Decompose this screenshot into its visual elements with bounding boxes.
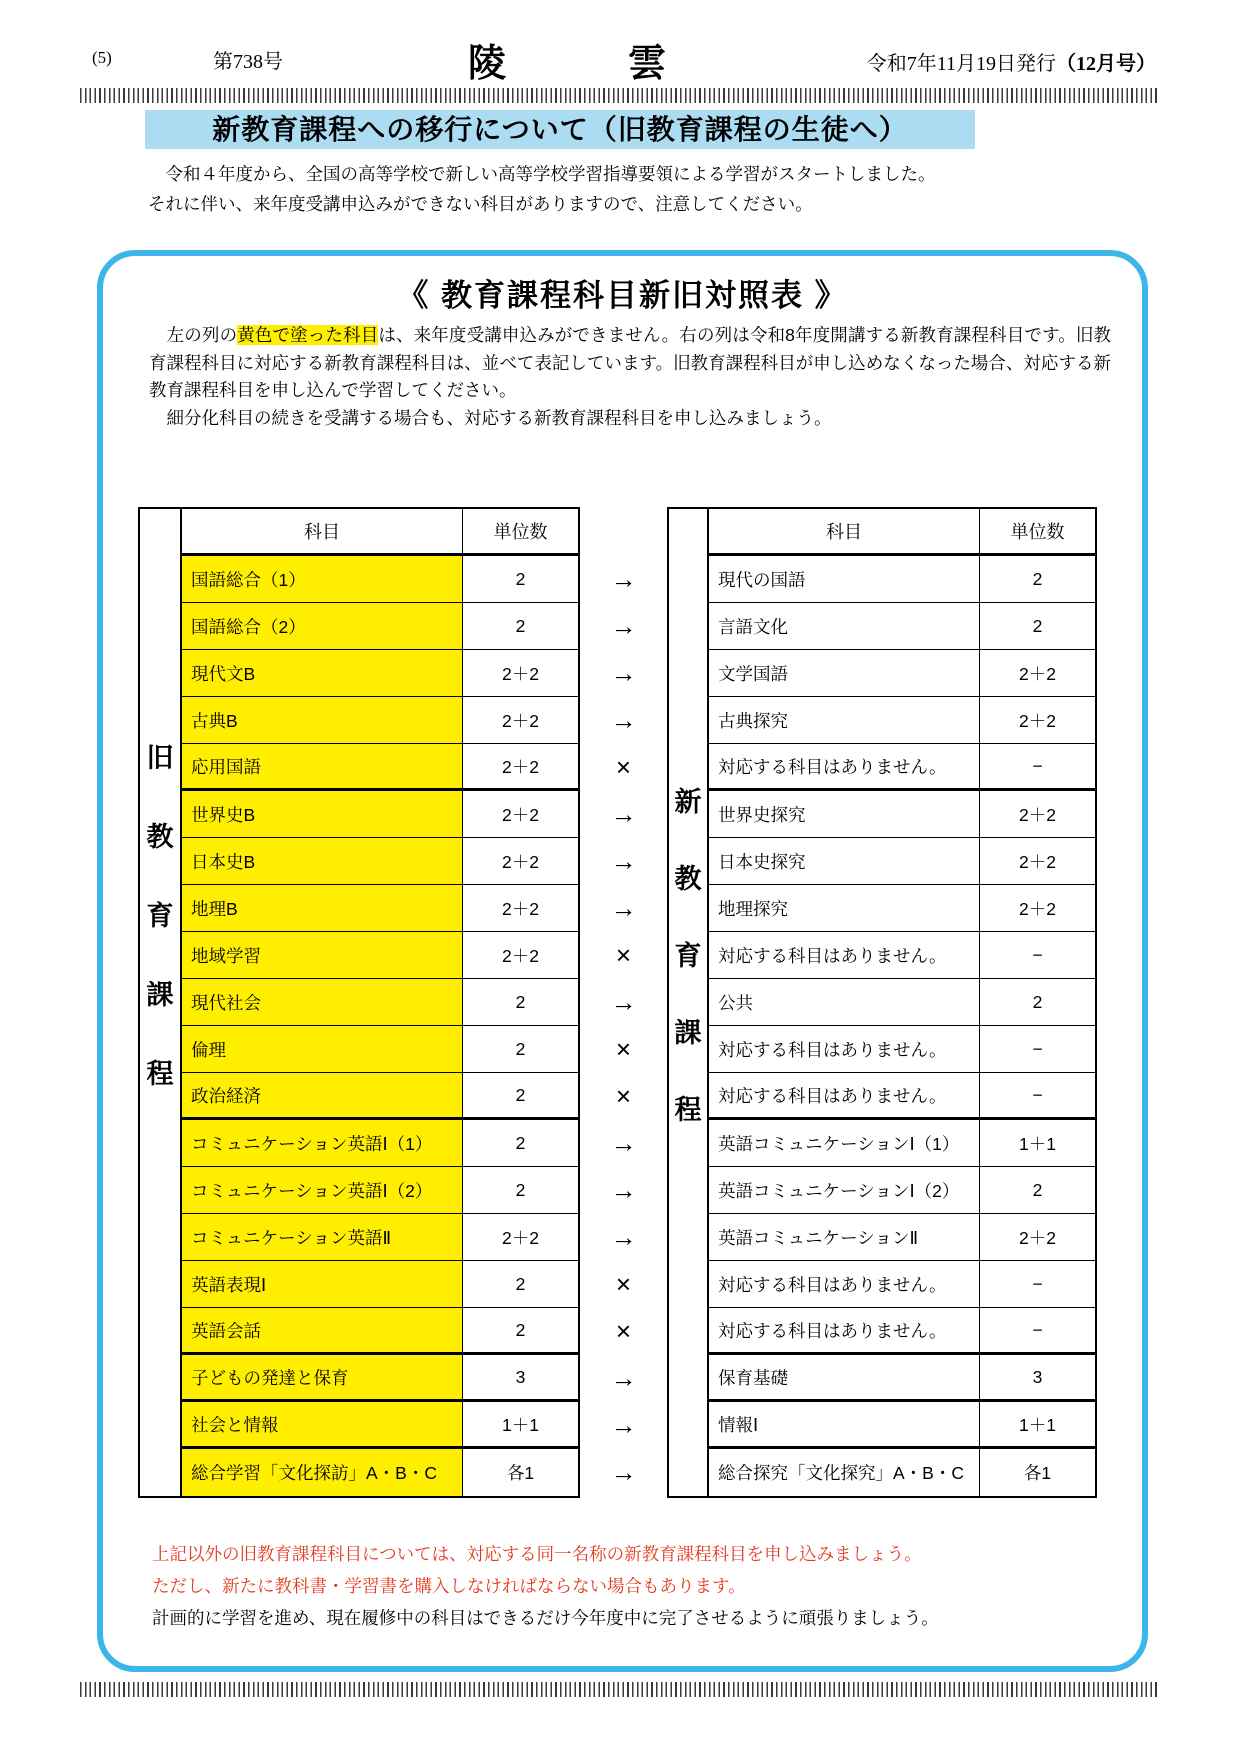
box-title: 《 教育課程科目新旧対照表 》 xyxy=(397,278,848,313)
new-table-body xyxy=(709,509,1095,1496)
new-table-row xyxy=(709,1026,1095,1073)
new-units-cell: 3 xyxy=(1032,1366,1043,1387)
old-table-row xyxy=(182,1449,578,1496)
old-subject-cell: 政治経済 xyxy=(182,1073,463,1117)
maps-to-arrow-icon: → xyxy=(610,705,637,735)
new-label-char: 課 xyxy=(674,1018,702,1048)
divider-stripe-bottom xyxy=(80,1682,1160,1697)
notes xyxy=(152,1538,939,1634)
old-col-header-subject: 科目 xyxy=(182,509,463,553)
new-units-cell: − xyxy=(1032,755,1043,776)
new-units-cell: 2＋2 xyxy=(1019,851,1056,872)
old-subject-cell: コミュニケーション英語Ⅰ（2） xyxy=(182,1167,463,1213)
new-curriculum-vertical-label xyxy=(675,789,702,1124)
comparison-box xyxy=(97,250,1148,1672)
old-subject-cell: 社会と情報 xyxy=(182,1402,463,1446)
new-units-cell: − xyxy=(1032,944,1043,965)
intro-paragraph xyxy=(148,159,1138,219)
old-units-cell: 2＋2 xyxy=(502,804,539,825)
new-label-char: 教 xyxy=(674,864,702,894)
old-units-cell: 2 xyxy=(515,991,526,1012)
yellow-highlight-text: 黄色で塗った科目 xyxy=(237,325,379,345)
new-units-cell: 各1 xyxy=(1023,1463,1052,1483)
page-number: (5) xyxy=(92,48,112,67)
new-table-header xyxy=(709,509,1095,556)
maps-to-arrow-icon: → xyxy=(610,1128,637,1158)
old-units-cell: 2 xyxy=(515,1038,526,1059)
publish-date-text: 令和7年11月19日発行 xyxy=(866,53,1056,75)
maps-to-arrow-icon: → xyxy=(610,611,637,641)
old-table-row xyxy=(182,838,578,885)
new-table-row xyxy=(709,744,1095,791)
paper-title-char-2: 雲 xyxy=(628,43,667,85)
old-table-row xyxy=(182,1214,578,1261)
maps-to-arrow-icon: → xyxy=(610,1457,637,1487)
new-subject-cell: 地理探究 xyxy=(709,885,980,931)
new-units-cell: 2＋2 xyxy=(1019,1227,1056,1248)
article-headline: 新教育課程への移行について（旧教育課程の生徒へ） xyxy=(145,110,975,149)
note-red-line-2: ただし、新たに教科書・学習書を購入しなければならない場合もあります。 xyxy=(152,1576,746,1596)
new-subject-cell: 世界史探究 xyxy=(709,791,980,837)
old-subject-cell: 応用国語 xyxy=(182,744,463,788)
intro-line-2: それに伴い、来年度受講申込みができない科目がありますので、注意してください。 xyxy=(148,194,813,214)
new-subject-cell: 古典探究 xyxy=(709,697,980,743)
new-units-cell: 2 xyxy=(1032,615,1043,636)
old-table-row xyxy=(182,1120,578,1167)
maps-to-arrow-icon: → xyxy=(610,658,637,688)
no-mapping-cross-icon: × xyxy=(615,1269,632,1299)
new-subject-cell: 言語文化 xyxy=(709,603,980,649)
box-paragraph-main xyxy=(149,322,1111,405)
new-subject-cell: 情報Ⅰ xyxy=(709,1402,980,1446)
old-curriculum-label xyxy=(140,509,182,1496)
issue-month-label: （12月号） xyxy=(1056,53,1156,75)
old-units-cell: 2 xyxy=(515,1273,526,1294)
new-col-header-units: 単位数 xyxy=(1010,522,1065,542)
new-units-cell: 2＋2 xyxy=(1019,804,1056,825)
para-pre: 左の列の xyxy=(149,325,238,345)
old-units-cell: 2＋2 xyxy=(502,663,539,684)
new-units-cell: 1＋1 xyxy=(1019,1133,1056,1154)
new-label-char: 程 xyxy=(674,1095,702,1125)
maps-to-arrow-icon: → xyxy=(610,799,637,829)
new-table-row xyxy=(709,1402,1095,1449)
new-units-cell: 2 xyxy=(1032,568,1043,589)
divider-stripe-top xyxy=(80,88,1160,103)
maps-to-arrow-icon: → xyxy=(610,846,637,876)
old-table-body xyxy=(182,509,578,1496)
new-units-cell: 2＋2 xyxy=(1019,710,1056,731)
new-table-row xyxy=(709,1261,1095,1308)
old-subject-cell: コミュニケーション英語Ⅰ（1） xyxy=(182,1120,463,1166)
new-subject-cell: 公共 xyxy=(709,979,980,1025)
old-units-cell: 3 xyxy=(515,1366,526,1387)
new-units-cell: − xyxy=(1032,1084,1043,1105)
new-table-row xyxy=(709,1308,1095,1355)
old-units-cell: 2 xyxy=(515,615,526,636)
new-units-cell: 1＋1 xyxy=(1019,1414,1056,1435)
maps-to-arrow-icon: → xyxy=(610,1175,637,1205)
old-table-row xyxy=(182,1073,578,1120)
new-label-char: 新 xyxy=(674,787,702,817)
new-units-cell: 2 xyxy=(1032,991,1043,1012)
maps-to-arrow-icon: → xyxy=(610,1222,637,1252)
new-table-row xyxy=(709,1167,1095,1214)
old-units-cell: 2 xyxy=(515,1084,526,1105)
no-mapping-cross-icon: × xyxy=(615,1081,632,1111)
old-label-char: 旧 xyxy=(146,743,174,773)
new-table-row xyxy=(709,1214,1095,1261)
maps-to-arrow-icon: → xyxy=(610,893,637,923)
old-units-cell: 2 xyxy=(515,1132,526,1153)
publish-date xyxy=(867,47,1156,76)
intro-line-1: 令和４年度から、全国の高等学校で新しい高等学校学習指導要領による学習がスタートしました。 xyxy=(148,164,936,184)
old-subject-cell: 国語総合（2） xyxy=(182,603,463,649)
old-curriculum-vertical-label xyxy=(147,745,174,1088)
old-subject-cell: 子どもの発達と保育 xyxy=(182,1355,463,1399)
new-table-row xyxy=(709,979,1095,1026)
new-units-cell: 2＋2 xyxy=(1019,663,1056,684)
newspaper-title xyxy=(468,32,666,87)
new-col-header-subject: 科目 xyxy=(709,509,980,553)
old-subject-cell: 国語総合（1） xyxy=(182,556,463,602)
new-subject-cell: 文学国語 xyxy=(709,650,980,696)
old-units-cell: 1＋1 xyxy=(502,1414,539,1435)
old-table-row xyxy=(182,556,578,603)
maps-to-arrow-icon: → xyxy=(610,1363,637,1393)
new-subject-cell: 対応する科目はありません。 xyxy=(709,932,980,978)
old-subject-cell: 世界史B xyxy=(182,791,463,837)
new-subject-cell: 対応する科目はありません。 xyxy=(709,1026,980,1072)
new-subject-cell: 対応する科目はありません。 xyxy=(709,1308,980,1352)
note-red-line-1: 上記以外の旧教育課程科目については、対応する同一名称の新教育課程科目を申し込みましょう。 xyxy=(152,1544,922,1564)
old-label-char: 程 xyxy=(146,1059,174,1089)
old-subject-cell: 現代文B xyxy=(182,650,463,696)
new-table-row xyxy=(709,791,1095,838)
old-subject-cell: 英語表現Ⅰ xyxy=(182,1261,463,1307)
new-curriculum-table xyxy=(667,507,1097,1498)
maps-to-arrow-icon: → xyxy=(610,987,637,1017)
new-table-row xyxy=(709,932,1095,979)
no-mapping-cross-icon: × xyxy=(615,1316,632,1346)
maps-to-arrow-icon: → xyxy=(610,1410,637,1440)
old-subject-cell: 現代社会 xyxy=(182,979,463,1025)
mapping-relation-column xyxy=(580,507,667,1496)
new-table-row xyxy=(709,603,1095,650)
old-table-header xyxy=(182,509,578,556)
new-subject-cell: 対応する科目はありません。 xyxy=(709,1073,980,1117)
new-subject-cell: 英語コミュニケーションⅠ（1） xyxy=(709,1120,980,1166)
old-table-row xyxy=(182,979,578,1026)
new-table-row xyxy=(709,1073,1095,1120)
old-units-cell: 2 xyxy=(515,568,526,589)
new-units-cell: − xyxy=(1032,1273,1043,1294)
paper-title-char-1: 陵 xyxy=(468,43,507,85)
new-table-row xyxy=(709,1449,1095,1496)
new-table-row xyxy=(709,697,1095,744)
no-mapping-cross-icon: × xyxy=(615,752,632,782)
no-mapping-cross-icon: × xyxy=(615,1034,632,1064)
new-curriculum-label xyxy=(669,509,709,1496)
old-subject-cell: 古典B xyxy=(182,697,463,743)
old-units-cell: 2＋2 xyxy=(502,756,539,777)
old-table-row xyxy=(182,697,578,744)
old-subject-cell: 地理B xyxy=(182,885,463,931)
old-subject-cell: 倫理 xyxy=(182,1026,463,1072)
para-post: は、来年度受講申込みができません。右の列は令和8年度開講する新教育課程科目です。旧教育課程科目に対応する新教育課程科目は、並べて表記しています。旧教育課程科目が申し込めなくなった場合、対応する新教育課程科目を申し込んで学習してください。 xyxy=(149,325,1112,401)
new-subject-cell: 英語コミュニケーションⅡ xyxy=(709,1214,980,1260)
old-table-row xyxy=(182,1167,578,1214)
new-units-cell: − xyxy=(1032,1319,1043,1340)
new-units-cell: 2 xyxy=(1032,1179,1043,1200)
new-subject-cell: 対応する科目はありません。 xyxy=(709,744,980,788)
old-table-row xyxy=(182,1026,578,1073)
new-subject-cell: 総合探究「文化探究」A・B・C xyxy=(709,1449,980,1496)
new-subject-cell: 対応する科目はありません。 xyxy=(709,1261,980,1307)
old-units-cell: 2 xyxy=(515,1319,526,1340)
old-label-char: 課 xyxy=(146,980,174,1010)
old-subject-cell: 総合学習「文化探訪」A・B・C xyxy=(182,1449,463,1496)
old-col-header-units: 単位数 xyxy=(493,522,548,542)
old-units-cell: 2＋2 xyxy=(502,851,539,872)
old-table-row xyxy=(182,650,578,697)
new-units-cell: − xyxy=(1032,1038,1043,1059)
new-table-row xyxy=(709,838,1095,885)
old-table-row xyxy=(182,1308,578,1355)
new-subject-cell: 保育基礎 xyxy=(709,1355,980,1399)
old-subject-cell: 英語会話 xyxy=(182,1308,463,1352)
no-mapping-cross-icon: × xyxy=(615,940,632,970)
old-label-char: 教 xyxy=(146,822,174,852)
new-table-row xyxy=(709,1355,1095,1402)
note-black-line: 計画的に学習を進め、現在履修中の科目はできるだけ今年度中に完了させるように頑張りましょう。 xyxy=(152,1608,939,1628)
old-units-cell: 2＋2 xyxy=(502,710,539,731)
old-units-cell: 2＋2 xyxy=(502,1227,539,1248)
new-subject-cell: 現代の国語 xyxy=(709,556,980,602)
new-table-row xyxy=(709,650,1095,697)
old-subject-cell: 地域学習 xyxy=(182,932,463,978)
old-units-cell: 2 xyxy=(515,1179,526,1200)
new-subject-cell: 英語コミュニケーションⅠ（2） xyxy=(709,1167,980,1213)
maps-to-arrow-icon: → xyxy=(610,564,637,594)
old-table-row xyxy=(182,885,578,932)
old-table-row xyxy=(182,932,578,979)
new-table-row xyxy=(709,556,1095,603)
box-paragraph xyxy=(149,322,1111,432)
old-table-row xyxy=(182,1355,578,1402)
new-label-char: 育 xyxy=(674,941,702,971)
new-table-row xyxy=(709,885,1095,932)
old-units-cell: 各1 xyxy=(506,1463,535,1483)
old-table-row xyxy=(182,1261,578,1308)
old-curriculum-table xyxy=(138,507,580,1498)
new-table-row xyxy=(709,1120,1095,1167)
box-paragraph-line-2: 細分化科目の続きを受講する場合も、対応する新教育課程科目を申し込みましょう。 xyxy=(149,407,832,428)
old-table-row xyxy=(182,1402,578,1449)
new-units-cell: 2＋2 xyxy=(1019,898,1056,919)
new-subject-cell: 日本史探究 xyxy=(709,838,980,884)
old-subject-cell: 日本史B xyxy=(182,838,463,884)
old-table-row xyxy=(182,791,578,838)
old-units-cell: 2＋2 xyxy=(502,898,539,919)
old-subject-cell: コミュニケーション英語Ⅱ xyxy=(182,1214,463,1260)
issue-number: 第738号 xyxy=(213,51,283,73)
old-units-cell: 2＋2 xyxy=(502,945,539,966)
old-table-row xyxy=(182,744,578,791)
old-table-row xyxy=(182,603,578,650)
old-label-char: 育 xyxy=(146,901,174,931)
